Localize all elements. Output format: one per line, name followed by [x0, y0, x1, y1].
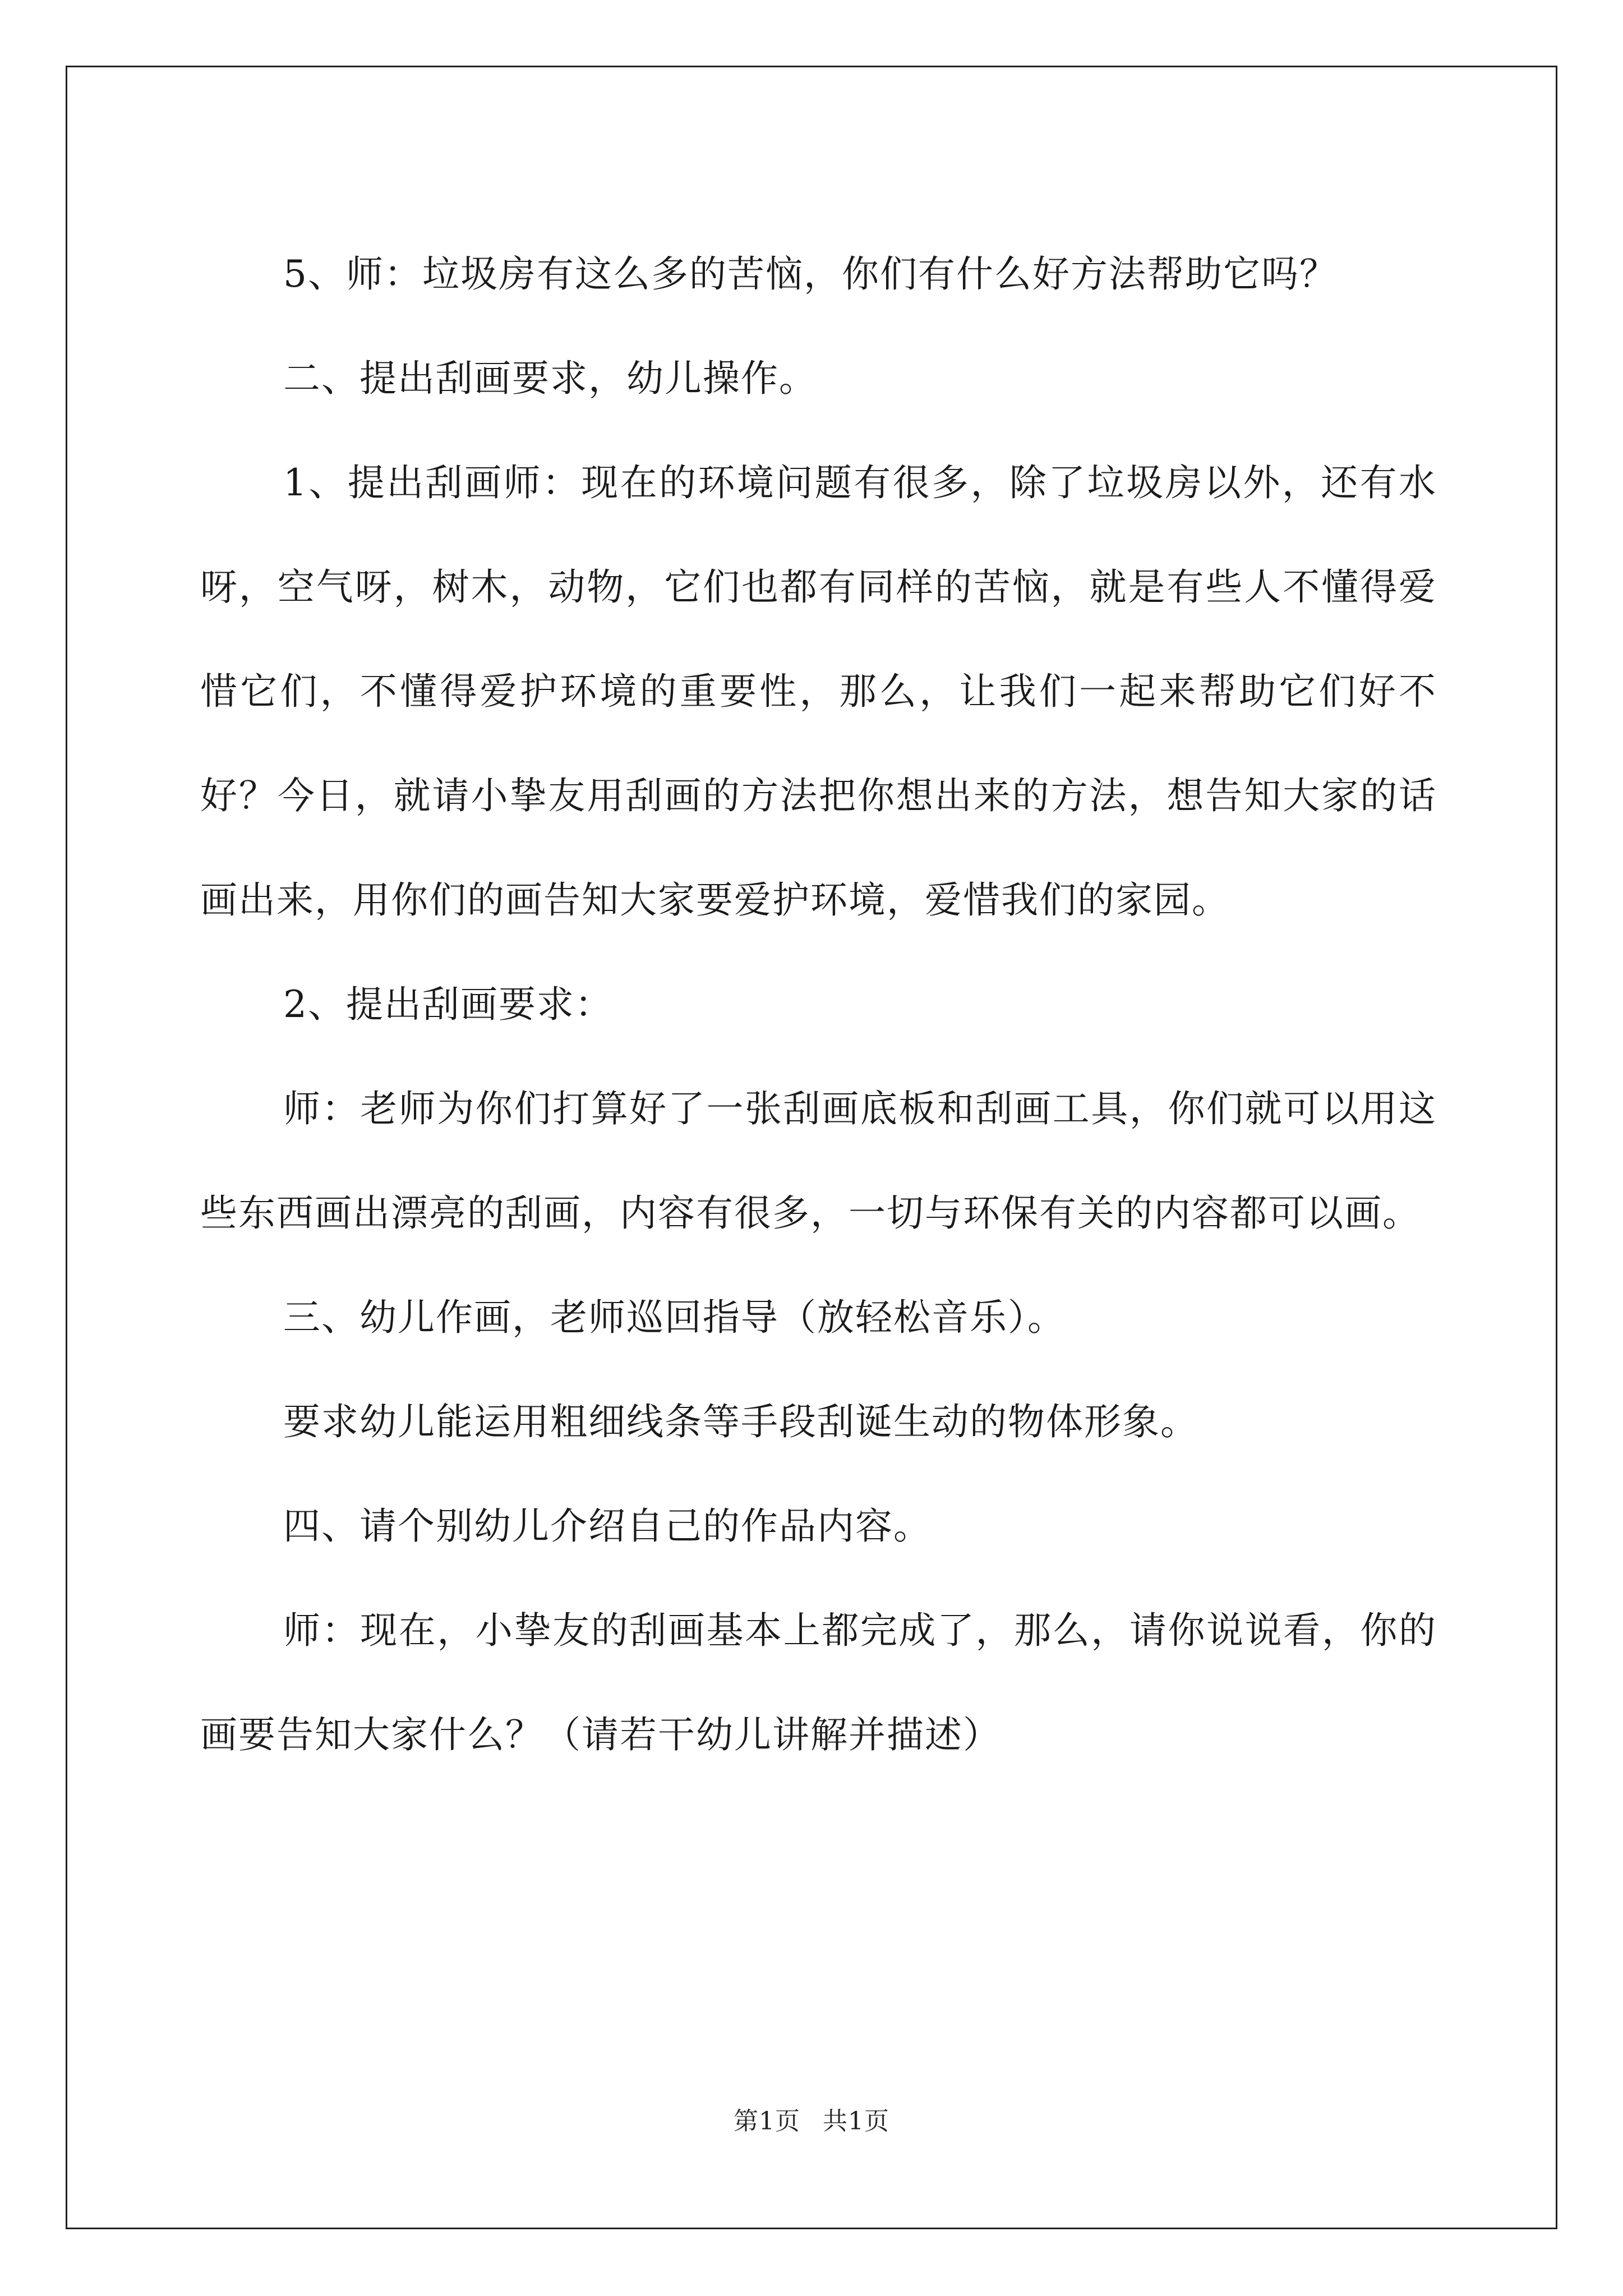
paragraph: 要求幼儿能运用粗细线条等手段刮诞生动的物体形象。 — [283, 1400, 1198, 1443]
page-footer — [0, 2101, 1623, 2137]
paragraph: 5、师：垃圾房有这么多的苦恼，你们有什么好方法帮助它吗？ — [283, 252, 1338, 296]
paragraph: 师：现在，小挚友的刮画基本上都完成了，那么，请你说说看，你的画要告知大家什么？（请若干幼儿讲解并描述） — [200, 1609, 1437, 1756]
paragraph: 1、提出刮画师：现在的环境问题有很多，除了垃圾房以外，还有水呀，空气呀，树木，动物，它们也都有同样的苦恼，就是有些人不懂得爱惜它们，不懂得爱护环境的重要性，那么，让我们一起来帮助它们好不好？今日，就请小挚友用刮画的方法把你想出来的方法，想告知大家的话画出来，用你们的画告知大家要爱护环境，爱惜我们的家园。 — [200, 461, 1437, 922]
section-heading: 三、幼儿作画，老师巡回指导（放轻松音乐）。 — [283, 1296, 1066, 1339]
page-number: 第1页 — [734, 2107, 800, 2136]
document-body — [200, 222, 1437, 1787]
page-total: 共1页 — [823, 2107, 889, 2136]
paragraph: 师：老师为你们打算好了一张刮画底板和刮画工具，你们就可以用这些东西画出漂亮的刮画，内容有很多，一切与环保有关的内容都可以画。 — [200, 1087, 1437, 1235]
paragraph: 2、提出刮画要求： — [283, 983, 613, 1026]
section-heading: 四、请个别幼儿介绍自己的作品内容。 — [283, 1504, 932, 1548]
section-heading: 二、提出刮画要求，幼儿操作。 — [283, 357, 817, 400]
